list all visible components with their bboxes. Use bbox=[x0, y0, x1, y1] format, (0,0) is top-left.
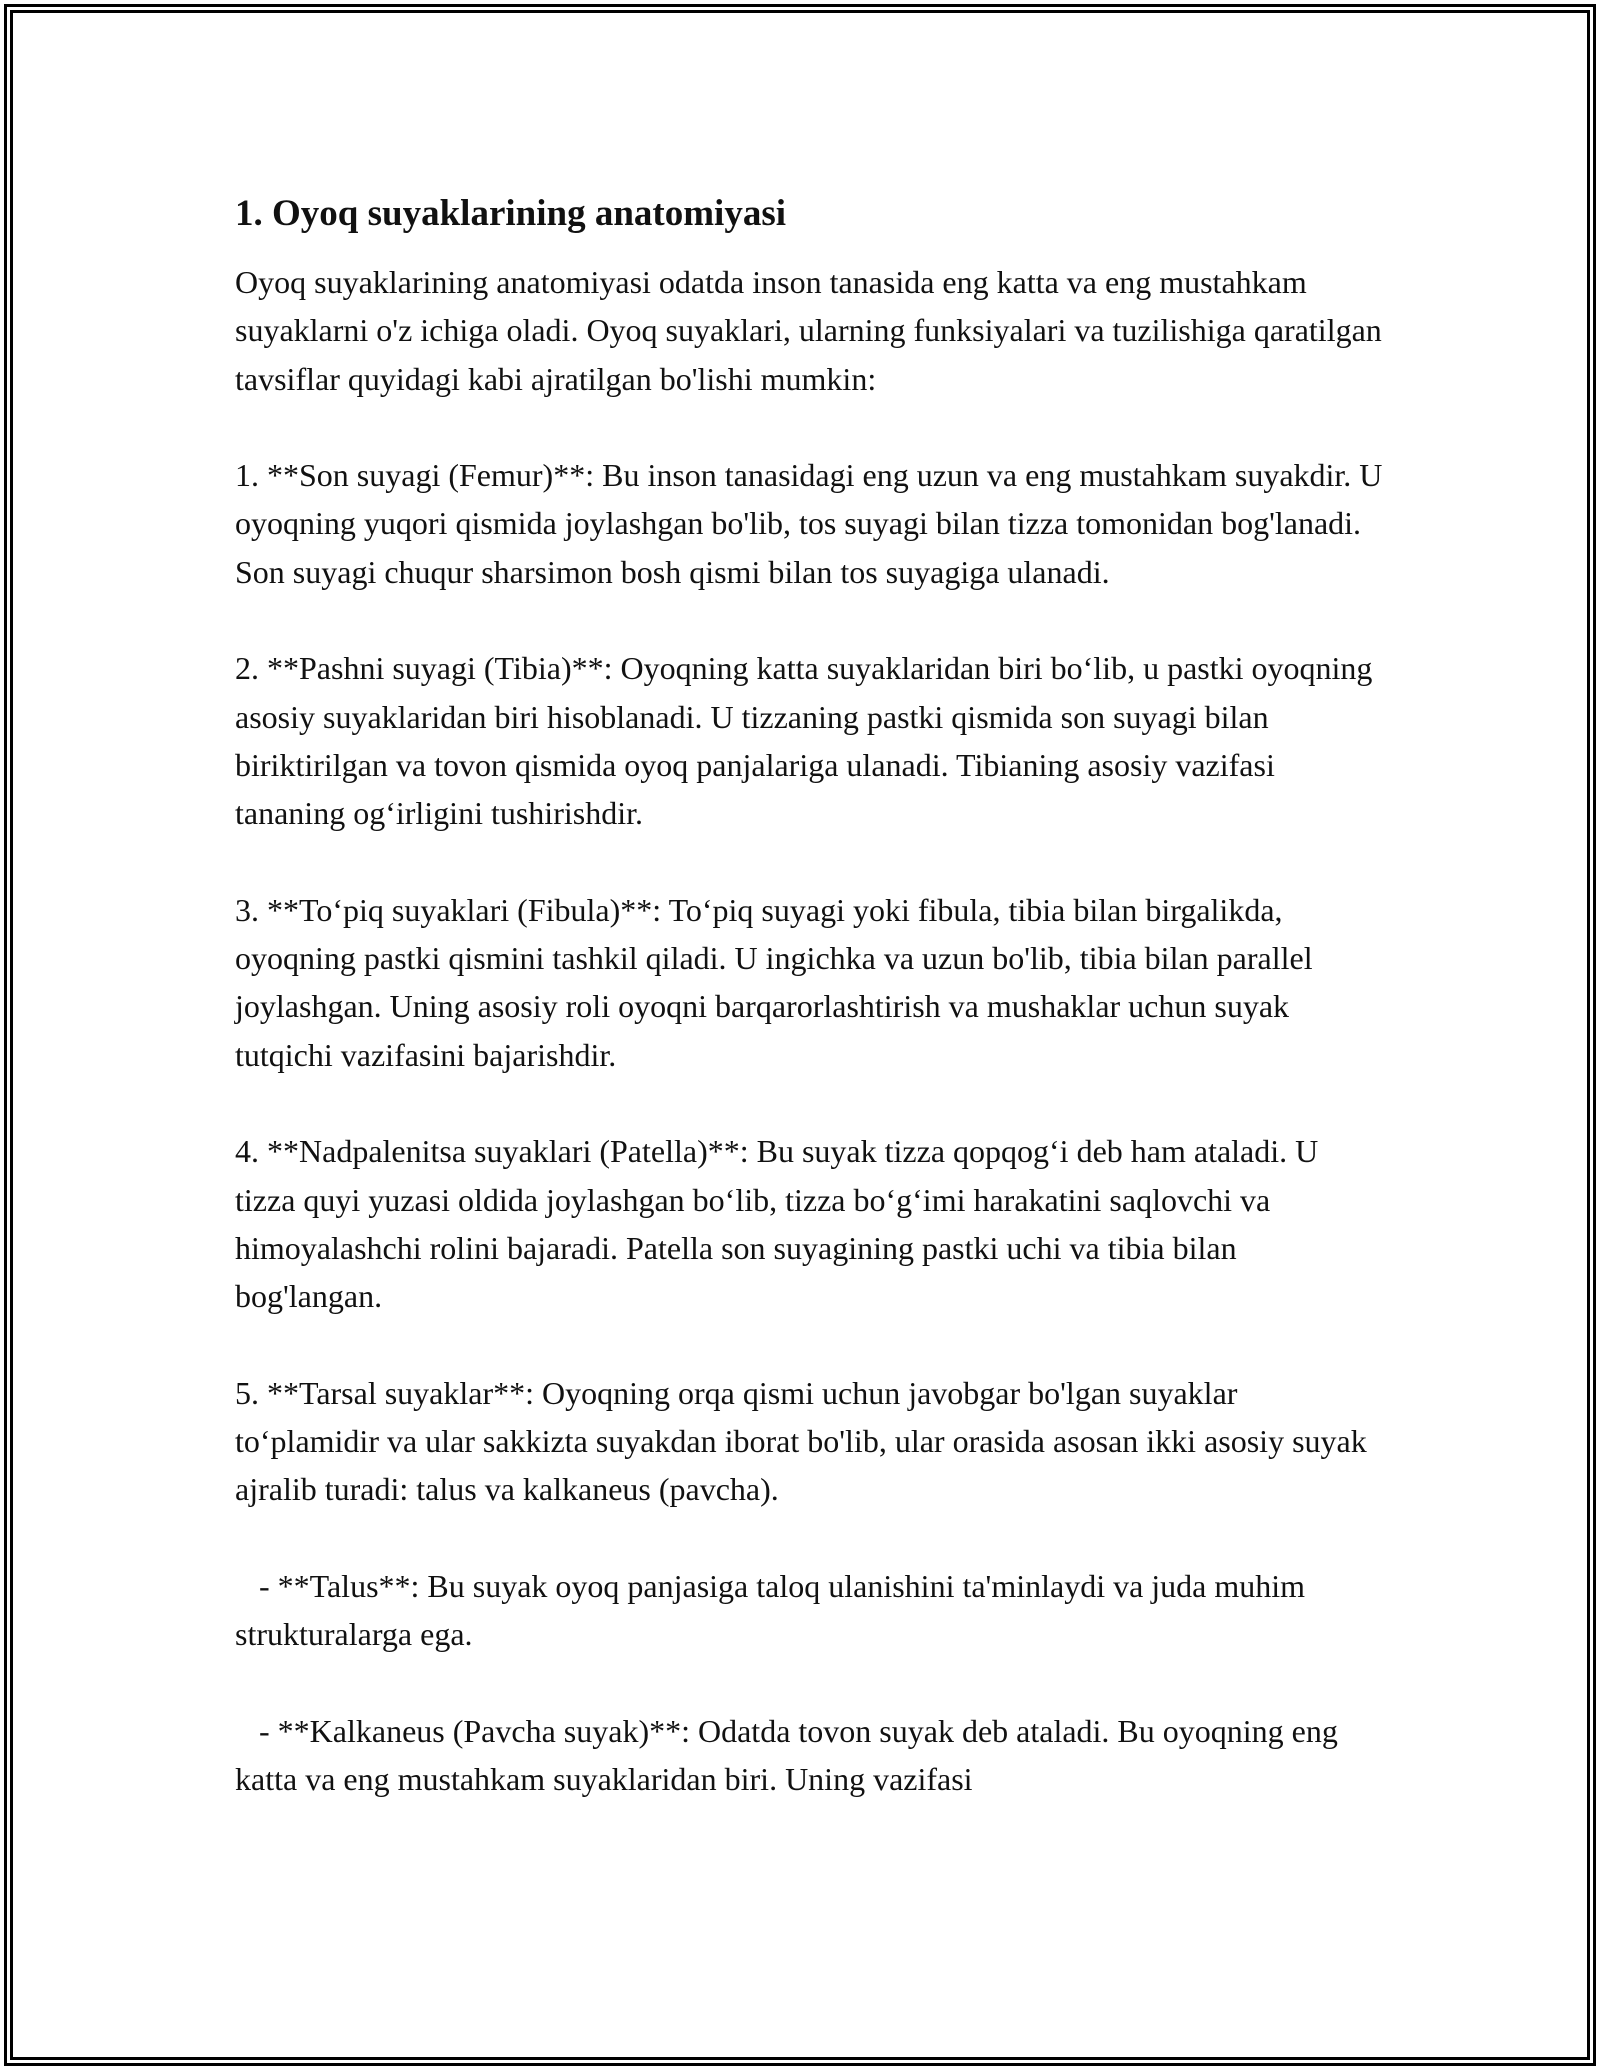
list-item-patella: 4. **Nadpalenitsa suyaklari (Patella)**: Bu suyak tizza qopqog‘i deb ham ataladi. U tizza quyi yuzasi oldida joylashgan bo‘lib, tizza bo‘g‘imi harakatini saqlovchi va himoyalashchi rolini bajaradi. Patella son suyagining pastki uchi va tibia bilan bog'langan. bbox=[235, 1133, 1327, 1315]
list-item-femur: 1. **Son suyagi (Femur)**: Bu inson tanasidagi eng uzun va eng mustahkam suyakdir. U oyoqning yuqori qismida joylashgan bo'lib, tos suyagi bilan tizza tomonidan bog'lanadi. Son suyagi chuqur sharsimon bosh qismi bilan tos suyagiga ulanadi. bbox=[235, 457, 1391, 590]
document-body bbox=[235, 190, 1391, 1804]
section-heading: 1. Oyoq suyaklarining anatomiyasi bbox=[235, 193, 787, 234]
sub-item-talus: - **Talus**: Bu suyak oyoq panjasiga taloq ulanishini ta'minlaydi va juda muhim strukturalarga ega. bbox=[235, 1568, 1314, 1653]
list-item-tarsal: 5. **Tarsal suyaklar**: Oyoqning orqa qismi uchun javobgar bo'lgan suyaklar to‘plamidir va ular sakkizta suyakdan iborat bo'lib, ular orasida asosan ikki asosiy suyak ajralib turadi: talus va kalkaneus (pavcha). bbox=[235, 1374, 1375, 1508]
sub-item-calcaneus: - **Kalkaneus (Pavcha suyak)**: Odatda tovon suyak deb ataladi. Bu oyoqning eng katta va eng mustahkam suyaklaridan biri. Uning vazifasi bbox=[235, 1712, 1346, 1798]
intro-paragraph: Oyoq suyaklarining anatomiyasi odatda inson tanasida eng katta va eng mustahkam suyaklarni o'z ichiga oladi. Oyoq suyaklari, ularning funksiyalari va tuzilishiga qaratilgan tavsiflar quyidagi kabi ajratilgan bo'lishi mumkin: bbox=[235, 264, 1390, 397]
list-item-fibula: 3. **To‘piq suyaklari (Fibula)**: To‘piq suyagi yoki fibula, tibia bilan birgalikda, oyoqning pastki qismini tashkil qiladi. U ingichka va uzun bo'lib, tibia bilan parallel joylashgan. Uning asosiy roli oyoqni barqarorlashtirish va mushaklar uchun suyak tutqichi vazifasini bajarishdir. bbox=[235, 891, 1321, 1073]
list-item-tibia: 2. **Pashni suyagi (Tibia)**: Oyoqning katta suyaklaridan biri bo‘lib, u pastki oyoqning asosiy suyaklaridan biri hisoblanadi. U tizzaning pastki qismida son suyagi bilan biriktirilgan va tovon qismida oyoq panjalariga ulanadi. Tibianing asosiy vazifasi tananing og‘irligini tushirishdir. bbox=[235, 650, 1381, 832]
